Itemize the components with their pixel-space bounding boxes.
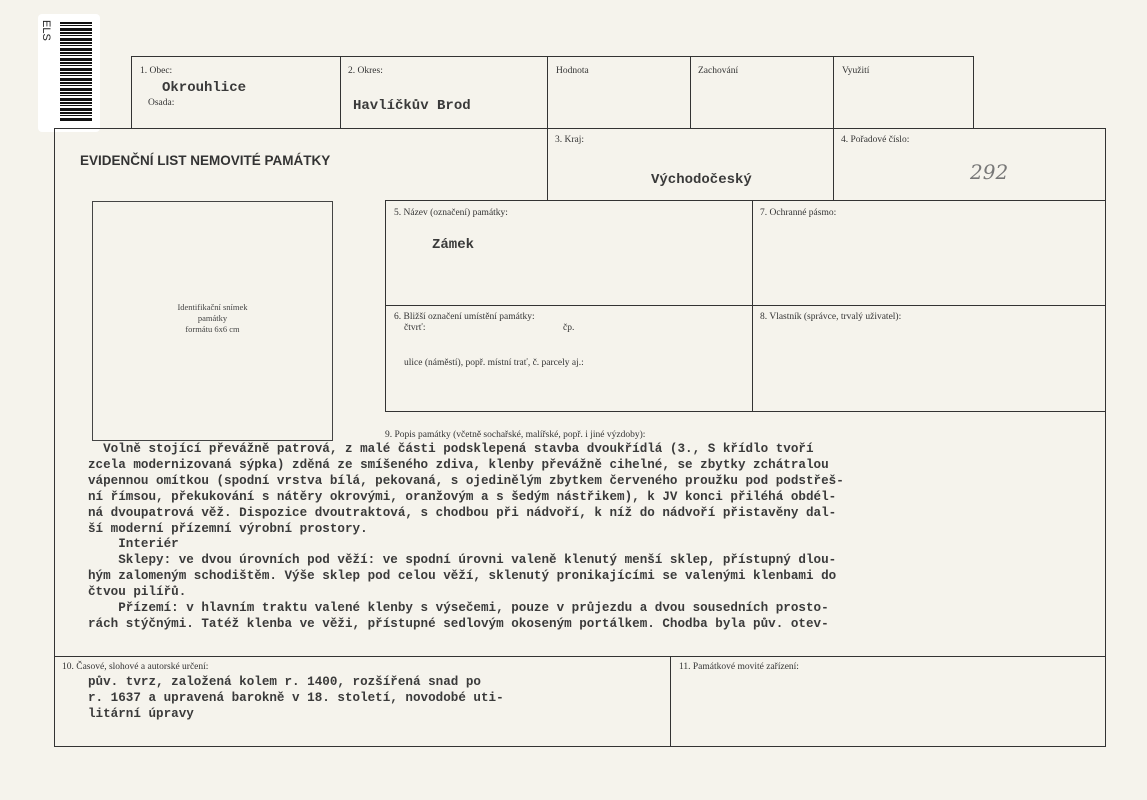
barcode-icon (60, 22, 92, 122)
photo-caption: Identifikační snímek památky formátu 6x6 cm (177, 302, 248, 334)
blizsi-label: 6. Bližší označení umístění památky: (394, 312, 535, 322)
zachovani-label: Zachování (698, 66, 739, 76)
movite-label: 11. Památkové movité zařízení: (679, 662, 799, 672)
kraj-value: Východočeský (651, 172, 752, 188)
photo-placeholder (92, 201, 333, 441)
casove-text: pův. tvrz, založená kolem r. 1400, rozšířená snad po r. 1637 a upravená barokně v 18. století, novodobé uti- litární úpravy (88, 675, 504, 721)
vyuziti-label: Využití (842, 66, 870, 76)
okres-label: 2. Okres: (348, 66, 383, 76)
ulice-label: ulice (náměstí), popř. místní trať, č. parcely aj.: (404, 358, 584, 368)
description-text: Volně stojící převážně patrová, z malé části podsklepená stavba dvoukřídlá (3., S křídlo tvoří zcela modernizovaná sýpka) zděná ze smíšeného zdiva, klenby převážně cihelné, se zbytky zchátralou vápennou omítkou (spodní vrstva bílá, pekovaná, s ojedinělým zbytkem červeného proužku pod podstřeš- ní římsou, překukování s nátěry okrovými, oranžovým a s šedým nástřikem), k JV konci přiléhá obdél- ná dvoupatrová věž. Dispozice dvoutraktová, s chodbou při nádvoří, k níž do nádvoří přistavěny dal- ší moderní přízemní výrobní prostory. Interiér Sklepy: ve dvou úrovních pod věží: ve spodní úrovni valeně klenutý menší sklep, přístupný dlou- hým zalomeným schodištěm. Výše sklep pod celou věží, sklenutý pronikajícími se valenými klenbami do čtvou pilířů. Přízemí: v hlavním traktu valené klenby s výsečemi, pouze v průjezdu a dvou sousedních prosto- rách stýčnými. Tatéž klenba ve věži, přístupné sedlovým okoseným portálkem. Chodba byla pův. otev- (88, 442, 844, 631)
okres-value: Havlíčkův Brod (353, 98, 471, 114)
poradove-value: 292 (970, 160, 1009, 184)
nazev-label: 5. Název (označení) památky: (394, 208, 508, 218)
casove-label: 10. Časové, slohové a autorské určení: (62, 662, 209, 672)
form-title: EVIDENČNÍ LIST NEMOVITÉ PAMÁTKY (80, 153, 331, 168)
cp-label: čp. (563, 323, 575, 333)
obec-label: 1. Obec: (140, 66, 173, 76)
barcode-sticker (38, 14, 100, 132)
vlastnik-label: 8. Vlastník (správce, trvalý uživatel): (760, 312, 902, 322)
barcode-text: ELS (40, 20, 52, 41)
ochranne-label: 7. Ochranné pásmo: (760, 208, 837, 218)
poradove-label: 4. Pořadové číslo: (841, 135, 910, 145)
nazev-value: Zámek (432, 237, 475, 253)
ctvrt-label: čtvrť: (404, 323, 426, 333)
osada-label: Osada: (148, 98, 175, 108)
kraj-label: 3. Kraj: (555, 135, 585, 145)
obec-value: Okrouhlice (162, 80, 247, 96)
hodnota-label: Hodnota (556, 66, 589, 76)
popis-label: 9. Popis památky (včetně sochařské, malířské, popř. i jiné výzdoby): (385, 430, 646, 440)
